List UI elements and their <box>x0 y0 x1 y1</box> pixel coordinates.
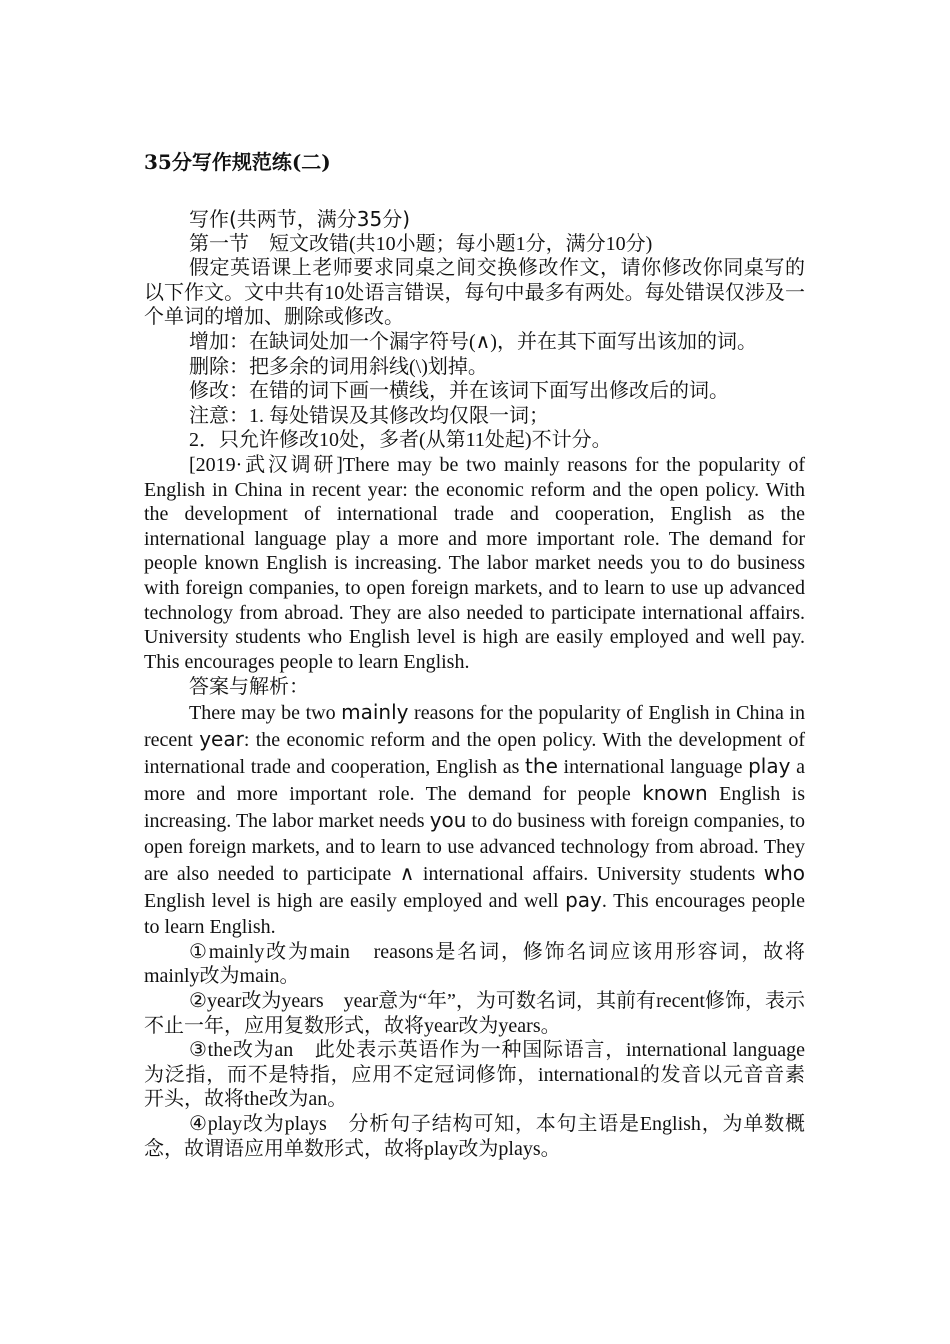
answer-passage <box>144 699 805 940</box>
note-2: 2．只允许修改10处，多者(从第11处起)不计分。 <box>189 429 612 452</box>
section-subheading: 第一节 短文改错(共10小题；每小题1分，满分10分) <box>189 232 653 255</box>
page-title: 35分写作规范练(二) <box>144 150 331 174</box>
answer-text: There may be two <box>189 701 342 724</box>
answer-text: to do business with foreign companies, to open foreign markets, and to learn to use advanced technology from abroad. They are also needed to participate <box>144 809 806 885</box>
passage: [2019·武汉调研]There may be two mainly reasons for the popularity of English in China in recent year: the economic reform and the open policy. With the development of international trade and cooperation, English as the international language play a more and more important role. The demand for people known English is increasing. The labor market needs you to do business with foreign companies, to open foreign markets, and to learn to use up advanced technology from abroad. They are also needed to participate international affairs. University students who English level is high are easily employed and well pay. This encourages people to learn English. <box>144 453 805 673</box>
answer-text: . This encourages people to learn English. <box>144 889 805 938</box>
error-mark: play <box>748 753 791 778</box>
note-1: 注意：1. 每处错误及其修改均仅限一词； <box>189 404 549 427</box>
answer-heading: 答案与解析： <box>189 674 309 699</box>
document-body <box>144 207 805 1161</box>
answer-text: reasons for the popularity of English in China in recent <box>144 701 805 751</box>
section-heading: 写作(共两节，满分35分) <box>189 207 411 231</box>
error-mark: known <box>642 780 708 805</box>
answer-text: English level is high are easily employed and well <box>144 889 566 912</box>
rule-modify: 修改：在错的词下画一横线，并在该词下面写出修改后的词。 <box>189 380 729 403</box>
explanation-2: ②year改为years year意为“年”，为可数名词，其前有recent修饰，表示不止一年，应用复数形式，故将year改为years。 <box>144 990 805 1037</box>
error-mark: who <box>763 860 806 885</box>
answer-text: international language <box>557 755 749 778</box>
rule-delete: 删除：把多余的词用斜线(\)划掉。 <box>189 355 488 378</box>
insert-mark: ∧ <box>399 860 415 885</box>
error-mark: mainly <box>341 699 409 724</box>
explanation-4: ④play改为plays 分析句子结构可知，本句主语是English，为单数概念，故谓语应用单数形式，故将play改为plays。 <box>144 1113 805 1160</box>
answer-text: international affairs. University students <box>414 862 764 885</box>
answer-text: a more and more important role. The demand for people <box>144 755 805 805</box>
rule-add: 增加：在缺词处加一个漏字符号(∧)，并在其下面写出该加的词。 <box>189 330 757 353</box>
instructions: 假定英语课上老师要求同桌之间交换修改作文，请你修改你同桌写的以下作文。文中共有10处语言错误，每句中最多有两处。每处错误仅涉及一个单词的增加、删除或修改。 <box>144 257 805 329</box>
error-mark: year <box>199 726 244 751</box>
answer-text: : the economic reform and the open policy. With the development of international trade and cooperation, English as <box>144 728 805 778</box>
error-mark: you <box>429 807 467 832</box>
error-mark: the <box>525 753 558 778</box>
explanation-3: ③the改为an 此处表示英语作为一种国际语言，international language为泛指，而不是特指，应用不定冠词修饰，international的发音以元音音素开头，故将the改为an。 <box>144 1039 805 1111</box>
answer-text: English is increasing. The labor market needs <box>144 782 805 832</box>
explanation-1: ①mainly改为main reasons是名词，修饰名词应该用形容词，故将mainly改为main。 <box>144 940 805 988</box>
error-mark: pay <box>565 887 602 912</box>
